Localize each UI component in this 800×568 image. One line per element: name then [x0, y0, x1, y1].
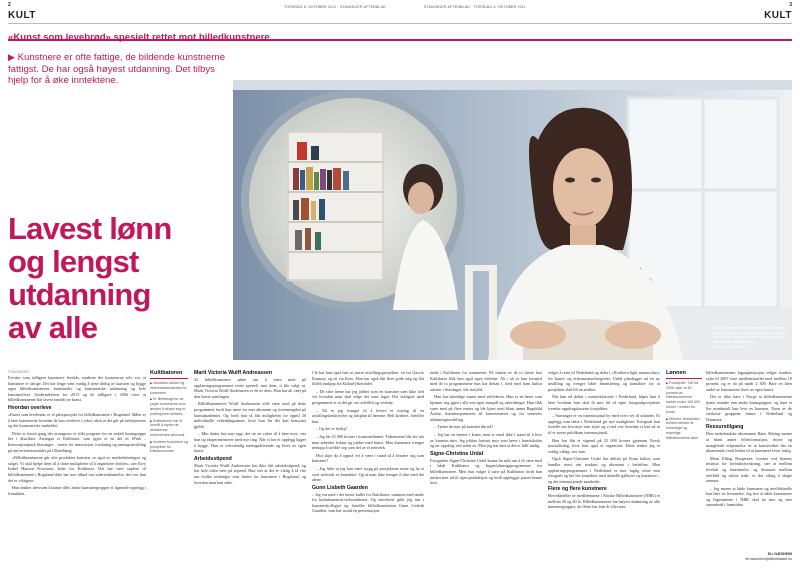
- photo-caption: [713, 326, 789, 350]
- column-6: [706, 370, 792, 546]
- fact-item: ▶ Er tilrettelagt for de yngre kunstnerne som ønsker å skape seg et profesjonelt nettverk.: [150, 397, 188, 416]
- paragraph: – Nå er jeg tvunget til å levere et forslag til en utstillingsbeskrivelse og tidsplan til lærerne. Helt konkret, forteller hun.: [312, 407, 424, 424]
- intro-text: Kunstnere er ofte fattige, de bildende kunstnerne fattigst. De har også høyest utdanning. Det tilbys hjelp for å øke inntektene.: [8, 52, 226, 86]
- subheading: Signe-Christine Urdal: [430, 450, 484, 457]
- subheading: Marit Victoria Wulff Andreassen: [194, 370, 273, 376]
- author-signature: [718, 552, 792, 561]
- column-4: [430, 370, 542, 560]
- fact-item: ▶ Inviterer kunstnere og prosjekter for billedkunstnere.: [150, 440, 188, 454]
- fact-item: ▶ Inkubator-tanker og nettverkssamarbeid for kunstnere.: [150, 381, 188, 395]
- photo-caption-text: Marit Victoria Wulff Andreassen i sitt atelier på Tou Scene, som til tross for at det ikke er særlig stort, fungerer både som kontor og kunstnerisk arbeidsplass.: [713, 326, 787, 344]
- column-2: [194, 370, 306, 560]
- page-number-right: 3: [789, 2, 792, 8]
- paragraph: rinde i Kultibator for sommeren. På slutten av de to første året Kultibator fikk hun også egen veileder. Alt i alt er hun fornøyd med de to programmene hun har deltatt i, førd med fram kultur artister i Stavanger, ble trafjeld.: [430, 370, 542, 392]
- subheading: Arbeidsstipend: [194, 455, 232, 462]
- column-1: [8, 370, 146, 560]
- page-header: [0, 2, 800, 22]
- paragraph: Også Signe-Christine Urdal har deltatt på Fram kultur, som handler mest om struktur og økonomi i bedriften. Men opplæringsprogrammet i Nederland er mer faglig rettet mot fotografi og her lett kontakter med aktuelle gallerier og kuratorer – og det internasjonale markedet.: [548, 456, 660, 484]
- kicker-bar: [8, 27, 792, 41]
- paragraph: 32 billedkunstnere søkte om å være med på opplæringsprogrammet rettet spesielt mot dem, ti ble valgt ut. Marit Victoria Wulff Andreassen er én av dem. Hun har alt vært på den første samlingen.: [194, 377, 306, 399]
- subheading: Hvordan overleve: [8, 404, 52, 411]
- paragraph: billedkunstnernes fagorganisasjon velger studien, sylte til 2007 siste medlemsstallet med mellom 10 prosent, og er nå på rundt 2 300. Bare en liten andel av kunstnerne lever av egen kunst.: [706, 370, 792, 392]
- paragraph: Det er ikke bare i Norge at billedkunstnerne tjener mindre enn andre kunstgrupper, og bare et lite mindretall kan leve av kunsten. Noen av de sterkeste gruppene finnes i Nederland og Danmark.: [706, 394, 792, 422]
- paragraph: Hun har fått et stipend på 22 000 kroner gjennom Norsk journalistlag, hvor hun også er organisert. Dette tenker jeg er veldig viktig, sier hun.: [548, 437, 660, 454]
- subheading: Flere og flere kunstnere: [548, 486, 607, 493]
- subheading: Gunn Lisbeth Gaarden: [312, 484, 368, 491]
- paragraph: Hovedårdeler av medlemmene i Norske Billedkunstnere (NBK) er mellom 30 og 60 år. Billedkunstnerne har høyest utdanning av alle kunstnergrupper, de fleste har fem år eller mer.: [548, 493, 660, 510]
- paragraph: – Og det er herlig!: [316, 426, 347, 432]
- photo-credit: FOTO: JARLE AASLAND: [713, 345, 747, 350]
- paragraph: «Kunst som levebrød» er et pilotprosjekt for billedkunstnere i Rogaland. Målet er å lære kunstnerne hvordan de kan overleve i yrket, altså at det går på helsetjeneste og det kunstneriske innholdet.: [8, 411, 146, 429]
- paragraph: Den nederlandske økonomen Hans Abbing mener at blant annet fellesformasjon, myter og manglende erkjennelse av at kunstverket har en økonomisk verdi bidrar til at kunstnere lever fattig.: [706, 431, 792, 454]
- paragraph: Marit Victoria Wulff Andreassen har ikke fått arbeidsstipend, og har hele tiden vært på stipend. Hun sier at det er viktig å få vite om hvilke ordninger som finnes for kunstnere i Rogaland, og hvordan man kan søke.: [194, 462, 306, 485]
- paragraph: «Billedkunstnerne går ofte produkter kunsten, se også av markedsføringen og salget. Vi skal hjelpe dem til å finne muligheter til å organisere driften», sier Eivy Isabel Hansen Kvassnes, leder for Kulthuset. Det har vært søplere til billedkunstnere i Rogaland ikke har noe tilbud om videreutdannelse, det tror hun det er viktigere.: [8, 455, 146, 483]
- fact-box-title: Kultibatoren: [150, 370, 188, 379]
- paragraph: – Stavanger er en internasjonal by med tvert vei til utlandet. Et opplegg som dette i Nederland gir nye muligheter. Fotografi kan fortelle om hva mye som skjer og vi må vite hvordan vi kan nå ut til et større publikum internasjonalt.: [548, 413, 660, 435]
- photo-illustration: [233, 80, 792, 360]
- dateline: STAVANGER: [8, 370, 29, 374]
- paragraph: Når hun nå deltar i masterklassene i Nederland, håper hun å lære hvordan hun skal få mer tid til egne fotografiprosjekter fremfor oppdragsbaserte fotojobber.: [548, 394, 660, 411]
- article-body: [8, 370, 792, 560]
- page-number-left: 2: [8, 2, 11, 8]
- paragraph: I år har hun også hatt to større utstillingsprosjekter, ett for Gascio Karmøy, og ett via Kero. Hun har også fått flere gode salg og fått tildelt innkjøp fra Kulturfylkesrådet.: [312, 370, 424, 387]
- paragraph: Forsker som tidligere kunstnere levekår, studiene det kunstnerne selv vet, at kunstnere er fattige. Det har lenge vært vanlig å tjene dårlig av kunsten og bygge egen billedkunstnerens kunstnerliv og kunstneriske utdanning og hele kunstnerlivet. Undersøkelsen for 2013 og de tidligere i 2006 viser at billedkunstnerne har lavest inntekt av kunst.: [8, 375, 146, 403]
- author-email[interactable]: eli.naesheim@aftenbladet.no: [745, 556, 792, 561]
- headline: [8, 212, 234, 344]
- paragraph: Dette er første gang der arrangeres et slikt program for en enkelt kunstgruppe her i distriktet. Arrangør er Kulthuset, som igjen er en del av IPark – Innovasjonspark Stavanger – senter for innovasjon, forskning og næringsutvikling på universitetsområdet på Ullandhaug.: [8, 430, 146, 453]
- headline-line-4: av alle: [8, 310, 98, 345]
- issue-info-left: TORSDAG 6. OKTOBER 2011 · STAVANGER AFTENBLAD: [284, 5, 386, 9]
- paragraph: – Tjener du mer på kunsten din nå?: [434, 424, 494, 430]
- headline-line-2: og lengst: [8, 244, 139, 279]
- intro-lead: [8, 52, 228, 87]
- main-photo: [233, 80, 792, 360]
- section-label-right: KULT: [764, 10, 792, 21]
- issue-info-right: STAVANGER AFTENBLAD · TORSDAG 6. OKTOBER 2011: [424, 5, 526, 9]
- header-rule: [8, 23, 792, 24]
- paragraph: – Jeg mener at både kunstnere og intellektuelle kan lære av hverandre. Jeg tror at både kunstnerne og Ingeniørene i NBK skal ha mer og mer samarbeid i framtiden.: [706, 485, 792, 508]
- paragraph: Mens Elling Borgersen, forsker ved Statens institutt for forbruksforskning, sier at mellom levekår og kunstnerliv, og dessuten mellom selvbild og sultne tider, er det viktig å skape arenaer.: [706, 455, 792, 484]
- paragraph: Hva skjer da å oppnå vel å være i stand til å livnære seg som kunstner?: [312, 452, 424, 464]
- column-3: [312, 370, 424, 560]
- fact-item: ▶ Forskjeller: Tall fra 2006 viser at 60 prosent av billedkunstnerne hadde under 100 000 kroner i inntekt fra kunst.: [666, 381, 702, 415]
- paragraph: – Jeg føler at jeg kan være trygg på prosjektene mine og ha et stort nettverk av kontakter. Og at man ikke trenger å sitte med det alene.: [312, 465, 424, 483]
- fact-item: ▶ Minster: Avstanden mellom lønnen til kvinnelige og mannlige billedkunstnere øker.: [666, 417, 702, 441]
- arrow-icon: ▶: [8, 52, 15, 62]
- paragraph: Fotografen Signe-Christine Urdal kunne ha søkt om å få være med i både Kultibator og Ingenfoltningsprogrammet for billedkunstnere. Men hun valgte å satse på Kultibator fordi hun ønsket mer tid til egen produksjon og fordi opplegget passet henne best.: [430, 457, 542, 486]
- headline-line-3: utdanning: [8, 277, 151, 312]
- paragraph: Hun ønsker deessom å kunne tilby andre kunstnergrupper et lignende opplegg i fremtiden.: [8, 485, 146, 496]
- column-5: [548, 370, 660, 560]
- section-label-left: KULT: [8, 10, 36, 21]
- fact-box-kultibatoren: [150, 370, 188, 456]
- paragraph: Billedkunstneren Wulff Andreassen ville være med på dette programmet fordi hun tærte for mer økonomi og forretningsbit på kunstakademiet. Og fordi hun så fått muligheten for opptil 30 individuelle veiledningstimer, hvor hun får det kan hensynet gjelde.: [194, 401, 306, 429]
- paragraph: – Jeg var med i det første kullet for Kultibator, sammen med andre fra kulturkamerat-virksomheten. Og etterhvert gikk jeg inn i kunstnerkollegiet og forteller billedkunstneren Gunn Lisbeth Gaarden, som har avtalt en presentasjon.: [312, 491, 424, 514]
- headline-line-1: Lavest lønn: [8, 211, 172, 246]
- kicker-text: «Kunst som levebrød» spesielt rettet mot billedkunstnere: [8, 32, 270, 43]
- paragraph: – Jeg får 25 000 kroner i kunstnerlønnet. Tiderimene blir lav når man arbeider frilans og jobber med kunst. Men kunstnere trenger nettopp å utvikle seg som del av et nettverk.: [312, 433, 424, 451]
- author-name: ELI NÆSHEIM: [767, 552, 792, 556]
- paragraph: velgte å reise til Nederland og delta i «Northern light masterclass» for kunst- og dokumentarfotografer. Urdal planlegger nå en ny utstilling og trenger både finansiering og kontakter for at prosjektet skal bli en realitet.: [548, 370, 660, 392]
- subheading: Ressurstilgang: [706, 424, 744, 431]
- paragraph: – De siste årene har jeg jobbet som en kunstner som ikke helt vet hvordan man skal selge det man lager. Det viktigste med programmet er at det gir oss selvtillit og verktøy.: [312, 388, 424, 405]
- paragraph: Hun har ukentlige møter med veilederen. Hun er en lærer som kjenner seg igjen i alle ens egne innspill og utfordringer. Hun fikk være med på flere møter og ble kjent med blant annet Ragnhild Åsebø, kunstnerpartneren til kunstsenteret og fra senterets utdanningsavdeling.: [430, 394, 542, 422]
- fact-box-lonnen: [666, 370, 702, 443]
- fact-item: ▶ Kultibatoren har til formål å styrke de deltakende kunstnernes økonomi.: [150, 419, 188, 438]
- paragraph: – Jeg har en mester i kunst, men er ennå ikke i stand til å leve av kunsten min. Jeg jobber fortsatt mye som lærer i kunstskolen og tar oppdrag ved siden av. Men jeg har lært at det er fullt mulig.: [430, 431, 542, 449]
- fact-box-title: Lønnen: [666, 370, 702, 379]
- paragraph: – Min datter har som sagt, det tar en vakse til å lære mye, sier hun og eksperimenterer med nye ting. Når vi har et opplegg ligger å bygge. Hun er selvstendig næringsdrivende og lever av egen kunst.: [194, 431, 306, 454]
